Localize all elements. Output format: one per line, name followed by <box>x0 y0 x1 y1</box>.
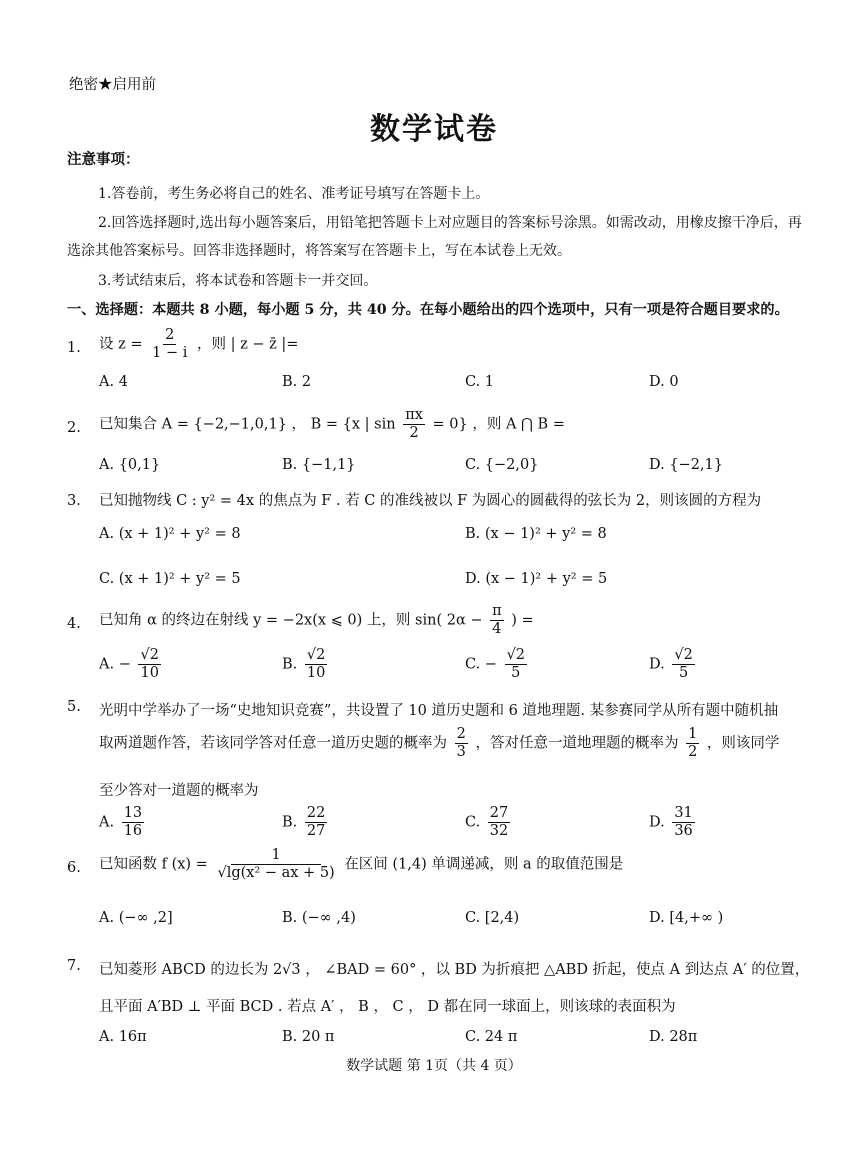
option-c: C. {−2,0} <box>465 457 539 473</box>
option-b: B. {−1,1} <box>282 457 356 473</box>
notice-item-2: 2.回答选择题时,选出每小题答案后，用铅笔把答题卡上对应题目的答案标号涂黑。如需改动，用橡皮擦干净后，再选涂其他答案标号。回答非选择题时，将答案写在答题卡上，写在本试卷上无效。 <box>67 215 802 259</box>
question-stem <box>99 604 534 637</box>
page-title: 数学试卷 <box>370 112 498 147</box>
option-d: D. [4,+∞ ) <box>649 910 724 926</box>
fraction: $\frac{1}{2}$ <box>688 726 698 761</box>
option-d: D. {−2,1} <box>649 457 723 473</box>
option-a: A. 4 <box>99 374 128 390</box>
option-d: D. $\frac{√2}{5}$ <box>649 647 693 682</box>
question-stem <box>99 328 298 361</box>
option-b: B. 2 <box>282 374 312 390</box>
fraction: $\frac{\pi x}{2}$ <box>405 407 423 442</box>
page-footer: 数学试题 第 1页（共 4 页） <box>346 1058 522 1074</box>
question-number: 6. <box>67 860 81 876</box>
question-stem <box>99 408 565 441</box>
section-heading: 一、选择题：本题共 8 小题，每小题 5 分，共 40 分。在每小题给出的四个选项中，只有一项是符合题目要求的。 <box>67 302 789 318</box>
stem-text: 已知角 α 的终边在射线 y = −2x(x ⩽ 0) 上，则 sin( 2α − <box>99 612 483 629</box>
option-a: A. − $\frac{√2}{10}$ <box>99 647 159 682</box>
option-c: C. (x + 1)² + y² = 5 <box>99 571 241 587</box>
option-a: A. 16π <box>99 1029 147 1045</box>
option-c: C. [2,4) <box>465 910 520 926</box>
option-b: B. 20 π <box>282 1029 335 1045</box>
option-d: D. $\frac{31}{36}$ <box>649 805 693 840</box>
question-number: 5. <box>67 699 81 715</box>
question-stem-line-1: 已知菱形 ABCD 的边长为 2√3 ， ∠BAD = 60° ，以 BD 为折痕把 △ABD 折起，使点 A 到达点 A′ 的位置， <box>99 962 810 978</box>
stem-text: = 0} ，则 A ⋂ B = <box>432 416 565 433</box>
option-d: D. 0 <box>649 374 679 390</box>
option-c: C. 24 π <box>465 1029 518 1045</box>
option-b: B. (x − 1)² + y² = 8 <box>465 526 607 542</box>
option-b: B. $\frac{22}{27}$ <box>282 805 326 840</box>
question-stem-line-2: 取两道题作答，若该同学答对任意一道历史题的概率为 $\frac{2}{3}$ ，答对任意一道地理题的概率为 $\frac{1}{2}$ ，则该同学 <box>99 726 780 761</box>
option-c: C. 1 <box>465 374 495 390</box>
fraction: $\frac{\pi}{4}$ <box>492 603 502 638</box>
question-stem: 已知抛物线 C : y² = 4x 的焦点为 F . 若 C 的准线被以 F 为圆心的圆截得的弦长为 2，则该圆的方程为 <box>99 493 762 509</box>
question-number: 2. <box>67 420 81 436</box>
question-number: 4. <box>67 616 81 632</box>
option-a: A. $\frac{13}{16}$ <box>99 805 143 840</box>
option-a: A. {0,1} <box>99 457 161 473</box>
stem-text: ) = <box>511 612 534 629</box>
option-a: A. (x + 1)² + y² = 8 <box>99 526 241 542</box>
option-d: D. 28π <box>649 1029 698 1045</box>
question-stem-line-1: 光明中学举办了一场“史地知识竞赛”，共设置了 10 道历史题和 6 道地理题. 某参赛同学从所有题中随机抽 <box>99 703 779 719</box>
notice-item-3: 3.考试结束后，将本试卷和答题卡一并交回。 <box>98 273 378 289</box>
question-number: 1. <box>67 340 81 356</box>
option-b: B. (−∞ ,4) <box>282 910 356 926</box>
question-number: 7. <box>67 958 81 974</box>
question-stem: 已知函数 f (x) = $\frac{1}{\text{√lg(x² − ax + 5)}}$ 在区间 (1,4) 单调递减，则 a 的取值范围是 <box>99 847 624 882</box>
option-b: B. $\frac{√2}{10}$ <box>282 647 326 682</box>
option-c: C. − $\frac{√2}{5}$ <box>465 647 526 682</box>
fraction: $\frac{2}{1 - i}$ <box>152 327 188 362</box>
question-stem-line-3: 至少答对一道题的概率为 <box>99 783 259 799</box>
question-number: 3． <box>67 493 91 509</box>
notice-heading: 注意事项： <box>67 151 140 168</box>
option-c: C. $\frac{27}{32}$ <box>465 805 509 840</box>
fraction: $\frac{1}{\text{√lg(x² − ax + 5)}}$ <box>217 847 335 882</box>
stem-text: 设 z = <box>99 336 143 353</box>
confidential-label: 绝密★启用前 <box>69 77 156 93</box>
option-d: D. (x − 1)² + y² = 5 <box>465 571 608 587</box>
fraction: $\frac{2}{3}$ <box>456 726 466 761</box>
stem-text: 已知集合 A = {−2,−1,0,1} ， B = {x | sin <box>99 416 396 433</box>
question-stem-line-2: 且平面 A′BD ⊥ 平面 BCD . 若点 A′ ， B ， C ， D 都在同一球面上，则该球的表面积为 <box>99 999 676 1015</box>
option-a: A. (−∞ ,2] <box>99 910 173 926</box>
notice-item-1: 1.答卷前，考生务必将自己的姓名、准考证号填写在答题卡上。 <box>98 186 490 202</box>
stem-text: ，则 | z − z̄ |= <box>196 336 299 353</box>
